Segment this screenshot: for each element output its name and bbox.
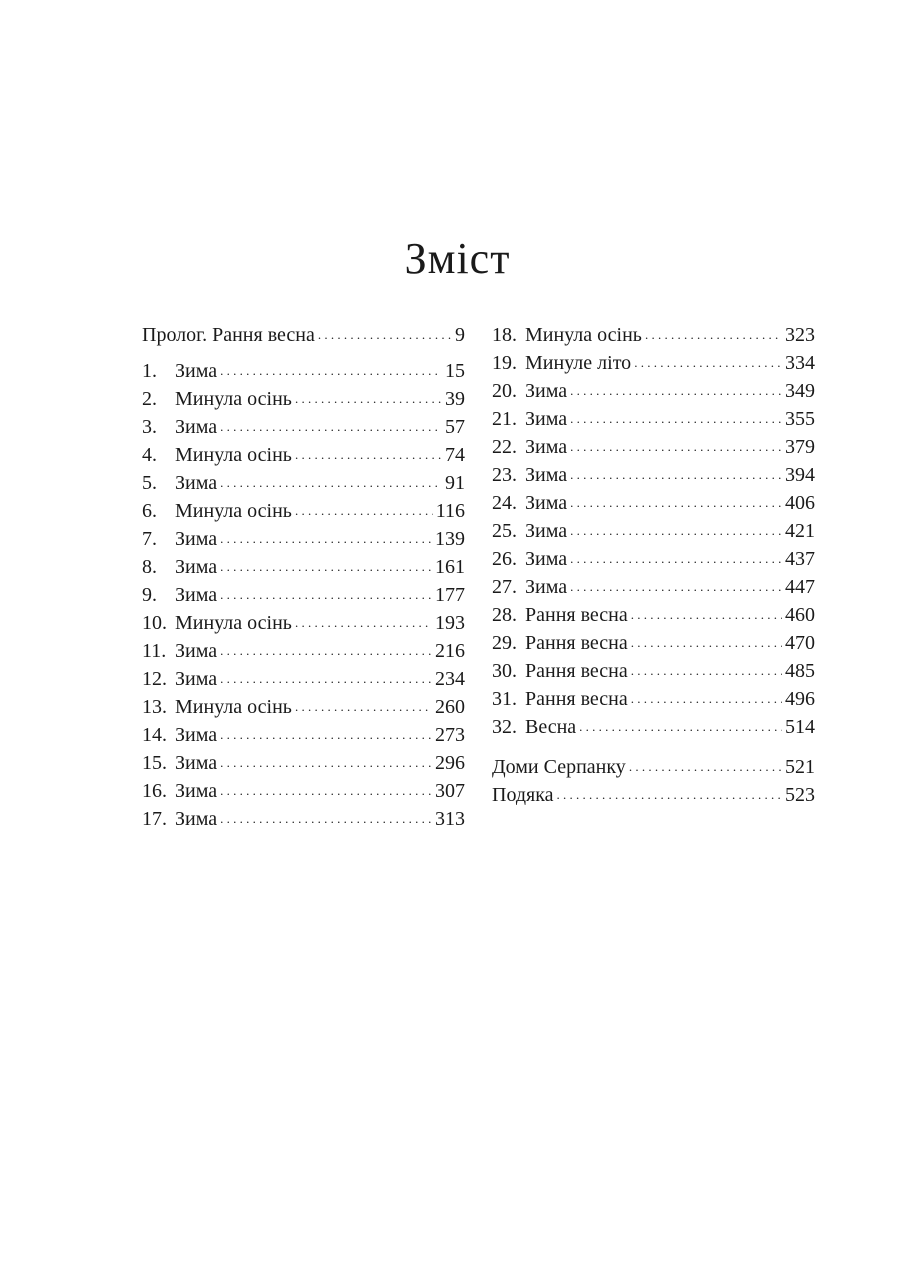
toc-entry-label: Минула осінь bbox=[525, 324, 642, 346]
toc-entry-page: 216 bbox=[435, 640, 465, 662]
toc-entry-number: 31. bbox=[492, 688, 517, 710]
toc-right-column bbox=[492, 321, 815, 809]
dot-leader bbox=[557, 781, 782, 809]
dot-leader bbox=[631, 629, 782, 657]
toc-entry bbox=[142, 525, 465, 553]
page-title: Зміст bbox=[404, 234, 511, 283]
toc-entry bbox=[142, 441, 465, 469]
toc-entry-number: 22. bbox=[492, 436, 517, 458]
dot-leader bbox=[220, 721, 432, 749]
spacer bbox=[142, 349, 465, 357]
toc-left-list bbox=[142, 357, 465, 833]
toc-entry-label: Рання весна bbox=[525, 604, 628, 626]
dot-leader bbox=[629, 753, 782, 781]
dot-leader bbox=[220, 413, 442, 441]
dot-leader bbox=[570, 573, 782, 601]
toc-entry bbox=[142, 805, 465, 833]
dot-leader bbox=[295, 385, 442, 413]
dot-leader bbox=[318, 321, 452, 349]
toc-entry-number: 21. bbox=[492, 408, 517, 430]
toc-entry-label: Минула осінь bbox=[175, 388, 292, 410]
toc-entry-label: Зима bbox=[175, 752, 218, 774]
dot-leader bbox=[220, 469, 442, 497]
toc-entry-number: 18. bbox=[492, 324, 517, 346]
toc-right-extras bbox=[492, 753, 815, 809]
spacer bbox=[492, 741, 815, 753]
toc-entry bbox=[142, 665, 465, 693]
dot-leader bbox=[570, 545, 782, 573]
dot-leader bbox=[220, 805, 432, 833]
toc-entry-label: Зима bbox=[175, 724, 218, 746]
toc-entry-number: 29. bbox=[492, 632, 517, 654]
dot-leader bbox=[295, 497, 433, 525]
toc-entry-number: 8. bbox=[142, 556, 157, 578]
toc-entry-label: Зима bbox=[175, 584, 218, 606]
toc-entry bbox=[492, 685, 815, 713]
toc-entry bbox=[492, 753, 815, 781]
toc-entry-number: 15. bbox=[142, 752, 167, 774]
toc-entry bbox=[142, 609, 465, 637]
dot-leader bbox=[220, 357, 442, 385]
toc-entry-number: 17. bbox=[142, 808, 167, 830]
toc-entry-number: 25. bbox=[492, 520, 517, 542]
toc-entry-label: Зима bbox=[175, 808, 218, 830]
dot-leader bbox=[220, 553, 432, 581]
dot-leader bbox=[570, 489, 782, 517]
toc-entry-page: 394 bbox=[785, 464, 815, 486]
toc-entry-label: Рання весна bbox=[525, 660, 628, 682]
toc-entry-page: 74 bbox=[445, 444, 465, 466]
toc-entry-label: Доми Серпанку bbox=[492, 756, 626, 778]
dot-leader bbox=[295, 441, 442, 469]
toc-entry-page: 139 bbox=[435, 528, 465, 550]
toc-entry-label: Минула осінь bbox=[175, 696, 292, 718]
toc-entry bbox=[142, 693, 465, 721]
toc-entry bbox=[142, 749, 465, 777]
dot-leader bbox=[570, 517, 782, 545]
toc-entry-label: Минула осінь bbox=[175, 500, 292, 522]
toc-right-list bbox=[492, 321, 815, 741]
toc-entry-page: 91 bbox=[445, 472, 465, 494]
toc-entry-label: Зима bbox=[175, 416, 218, 438]
toc-entry-page: 406 bbox=[785, 492, 815, 514]
dot-leader bbox=[295, 693, 432, 721]
toc-entry-number: 7. bbox=[142, 528, 157, 550]
toc-entry-label: Зима bbox=[525, 548, 568, 570]
toc-entry bbox=[492, 517, 815, 545]
toc-entry-page: 521 bbox=[785, 756, 815, 778]
toc-entry-label: Зима bbox=[525, 380, 568, 402]
toc-entry bbox=[492, 657, 815, 685]
toc-entry-number: 32. bbox=[492, 716, 517, 738]
toc-entry bbox=[142, 637, 465, 665]
toc-entry-number: 28. bbox=[492, 604, 517, 626]
toc-entry-page: 15 bbox=[445, 360, 465, 382]
toc-entry-page: 355 bbox=[785, 408, 815, 430]
toc-entry-label: Зима bbox=[175, 472, 218, 494]
toc-entry-number: 5. bbox=[142, 472, 157, 494]
toc-entry-page: 39 bbox=[445, 388, 465, 410]
toc-entry-page: 177 bbox=[435, 584, 465, 606]
toc-entry-number: 1. bbox=[142, 360, 157, 382]
toc-entry bbox=[142, 385, 465, 413]
toc-entry-label: Зима bbox=[175, 556, 218, 578]
toc-entry-page: 307 bbox=[435, 780, 465, 802]
dot-leader bbox=[295, 609, 432, 637]
toc-entry-label: Минула осінь bbox=[175, 612, 292, 634]
toc-entry-label: Зима bbox=[525, 576, 568, 598]
dot-leader bbox=[631, 601, 782, 629]
toc-entry-page: 273 bbox=[435, 724, 465, 746]
toc-entry-label: Зима bbox=[175, 640, 218, 662]
toc-entry-label: Подяка bbox=[492, 784, 554, 806]
toc-entry bbox=[492, 433, 815, 461]
dot-leader bbox=[220, 777, 432, 805]
dot-leader bbox=[570, 433, 782, 461]
dot-leader bbox=[220, 749, 432, 777]
toc-entry bbox=[142, 469, 465, 497]
toc-entry-number: 27. bbox=[492, 576, 517, 598]
toc-entry-label: Зима bbox=[525, 520, 568, 542]
toc-entry-number: 11. bbox=[142, 640, 167, 662]
toc-entry-page: 161 bbox=[435, 556, 465, 578]
toc-entry-number: 12. bbox=[142, 668, 167, 690]
toc-entry-page: 523 bbox=[785, 784, 815, 806]
toc-entry bbox=[492, 377, 815, 405]
dot-leader bbox=[220, 525, 432, 553]
toc-entry-label: Зима bbox=[175, 668, 218, 690]
toc-entry-page: 313 bbox=[435, 808, 465, 830]
toc-entry-number: 3. bbox=[142, 416, 157, 438]
dot-leader bbox=[220, 581, 432, 609]
toc-entry-number: 26. bbox=[492, 548, 517, 570]
toc-entry bbox=[142, 413, 465, 441]
toc-entry-number: 14. bbox=[142, 724, 167, 746]
toc-entry bbox=[492, 601, 815, 629]
toc-entry bbox=[492, 489, 815, 517]
dot-leader bbox=[220, 637, 432, 665]
toc-entry-number: 6. bbox=[142, 500, 157, 522]
toc-entry-page: 296 bbox=[435, 752, 465, 774]
toc-entry-page: 379 bbox=[785, 436, 815, 458]
dot-leader bbox=[631, 685, 782, 713]
toc-entry-number: 19. bbox=[492, 352, 517, 374]
toc-entry-label: Минуле літо bbox=[525, 352, 632, 374]
toc-entry-label: Весна bbox=[525, 716, 577, 738]
dot-leader bbox=[631, 657, 782, 685]
toc-entry-label: Зима bbox=[175, 528, 218, 550]
dot-leader bbox=[220, 665, 432, 693]
toc-entry-page: 323 bbox=[785, 324, 815, 346]
toc-entry-label: Рання весна bbox=[525, 632, 628, 654]
toc-entry-page: 193 bbox=[435, 612, 465, 634]
toc-left-column bbox=[142, 321, 465, 833]
toc-entry-page: 9 bbox=[455, 324, 465, 346]
toc-entry-page: 514 bbox=[785, 716, 815, 738]
toc-entry-page: 116 bbox=[435, 500, 465, 522]
toc-entry-label: Рання весна bbox=[525, 688, 628, 710]
dot-leader bbox=[579, 713, 782, 741]
toc-entry-number: 10. bbox=[142, 612, 167, 634]
toc-entry-page: 496 bbox=[785, 688, 815, 710]
toc-entry-number: 24. bbox=[492, 492, 517, 514]
toc-entry bbox=[142, 581, 465, 609]
toc-entry-page: 334 bbox=[785, 352, 815, 374]
toc-entry bbox=[492, 349, 815, 377]
toc-entry-number: 4. bbox=[142, 444, 157, 466]
toc-entry-prologue bbox=[142, 321, 465, 349]
toc-entry-page: 260 bbox=[435, 696, 465, 718]
toc-entry-number: 16. bbox=[142, 780, 167, 802]
toc-entry-number: 30. bbox=[492, 660, 517, 682]
toc-entry-page: 234 bbox=[435, 668, 465, 690]
toc-entry bbox=[142, 497, 465, 525]
toc-entry bbox=[142, 777, 465, 805]
toc-entry-number: 2. bbox=[142, 388, 157, 410]
toc-entry-label: Зима bbox=[525, 464, 568, 486]
toc-entry-page: 349 bbox=[785, 380, 815, 402]
toc-entry bbox=[492, 781, 815, 809]
toc-entry bbox=[492, 405, 815, 433]
toc-entry bbox=[492, 461, 815, 489]
toc-entry-number: 23. bbox=[492, 464, 517, 486]
toc-entry bbox=[142, 721, 465, 749]
toc-entry-number: 9. bbox=[142, 584, 157, 606]
toc-entry-page: 470 bbox=[785, 632, 815, 654]
toc-entry bbox=[492, 629, 815, 657]
dot-leader bbox=[570, 461, 782, 489]
toc-entry-label: Зима bbox=[525, 408, 568, 430]
toc-entry-page: 437 bbox=[785, 548, 815, 570]
toc-entry bbox=[142, 357, 465, 385]
toc-entry-page: 447 bbox=[785, 576, 815, 598]
dot-leader bbox=[570, 377, 782, 405]
toc-entry-page: 57 bbox=[445, 416, 465, 438]
toc-entry-label: Зима bbox=[175, 360, 218, 382]
toc-entry-page: 460 bbox=[785, 604, 815, 626]
toc-entry-page: 485 bbox=[785, 660, 815, 682]
dot-leader bbox=[634, 349, 782, 377]
toc-entry-label: Зима bbox=[525, 492, 568, 514]
dot-leader bbox=[570, 405, 782, 433]
toc-entry-label: Минула осінь bbox=[175, 444, 292, 466]
toc-entry bbox=[492, 713, 815, 741]
toc-entry-number: 20. bbox=[492, 380, 517, 402]
toc-entry-label: Пролог. Рання весна bbox=[142, 324, 315, 346]
toc-entry-page: 421 bbox=[785, 520, 815, 542]
toc-entry bbox=[142, 553, 465, 581]
toc-entry-label: Зима bbox=[525, 436, 568, 458]
toc-entry bbox=[492, 545, 815, 573]
toc-entry-label: Зима bbox=[175, 780, 218, 802]
dot-leader bbox=[645, 321, 782, 349]
toc-entry bbox=[492, 573, 815, 601]
toc-entry bbox=[492, 321, 815, 349]
toc-entry-number: 13. bbox=[142, 696, 167, 718]
